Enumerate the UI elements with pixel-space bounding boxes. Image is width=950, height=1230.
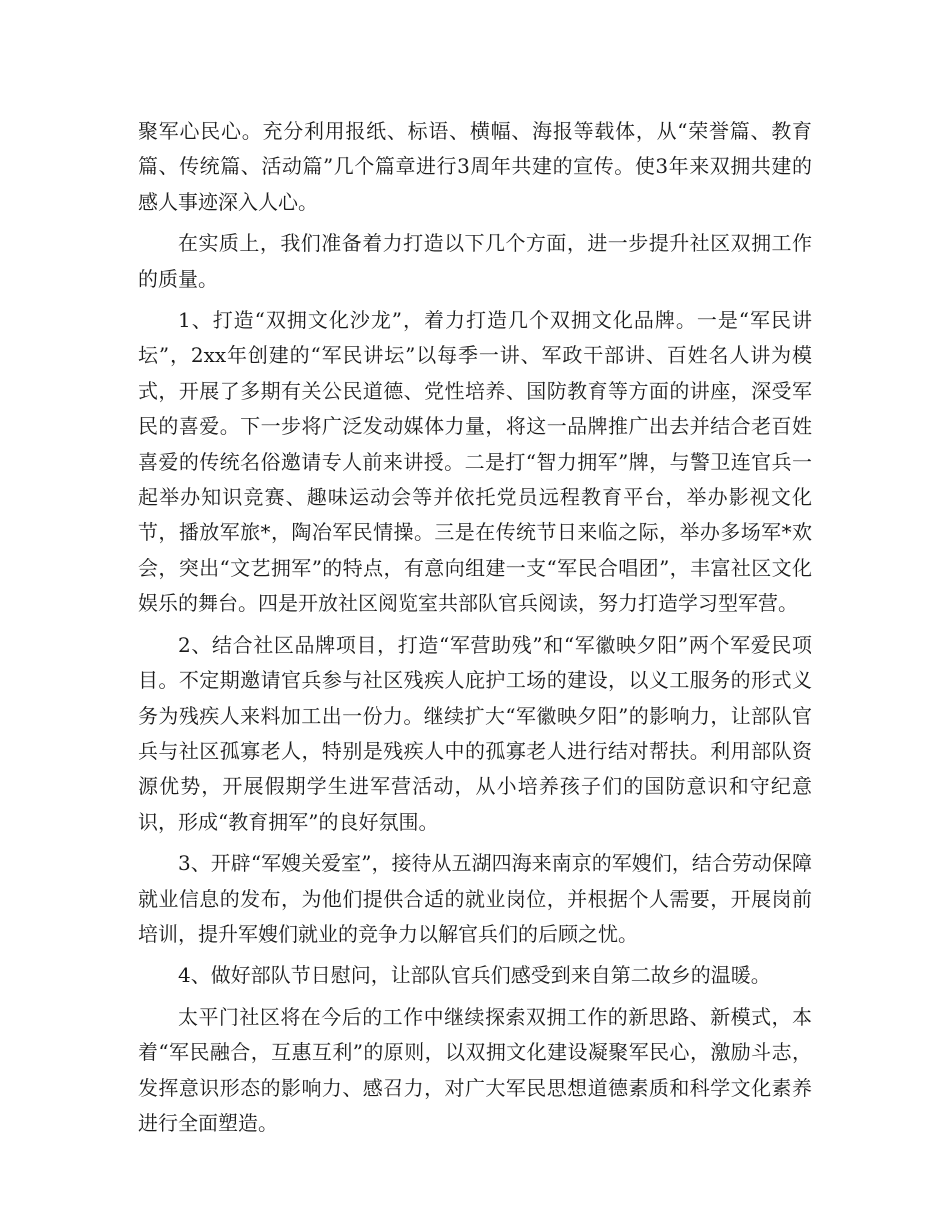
paragraph-item-3: 3、开辟“军嫂关爱室”，接待从五湖四海来南京的军嫂们，结合劳动保障就业信息的发布，为他们提供合适的就业岗位，并根据个人需要，开展岗前培训，提升军嫂们就业的竞争力以解官兵们的后顾之忧。 — [138, 851, 812, 946]
paragraph-item-4: 4、做好部队节日慰问，让部队官兵们感受到来自第二故乡的温暖。 — [178, 963, 771, 988]
paragraph-intro: 在实质上，我们准备着力打造以下几个方面，进一步提升社区双拥工作的质量。 — [138, 231, 812, 291]
paragraph-item-2: 2、结合社区品牌项目，打造“军营助残”和“军徽映夕阳”两个军爱民项目。不定期邀请官兵参与社区残疾人庇护工场的建设，以义工服务的形式义务为残疾人来料加工出一份力。继续扩大“军徽映夕阳”的影响力，让部队官兵与社区孤寡老人，特别是残疾人中的孤寡老人进行结对帮扶。利用部队资源优势，开展假期学生进军营活动，从小培养孩子们的国防意识和守纪意识，形成“教育拥军”的良好氛围。 — [138, 632, 812, 834]
paragraph-continuation: 聚军心民心。充分利用报纸、标语、横幅、海报等载体，从“荣誉篇、教育篇、传统篇、活动篇”几个篇章进行3周年共建的宣传。使3年来双拥共建的感人事迹深入人心。 — [138, 119, 812, 214]
paragraph-item-1: 1、打造“双拥文化沙龙”，着力打造几个双拥文化品牌。一是“军民讲坛”，2xx年创建的“军民讲坛”以每季一讲、军政干部讲、百姓名人讲为模式，开展了多期有关公民道德、党性培养、国防教育等方面的讲座，深受军民的喜爱。下一步将广泛发动媒体力量，将这一品牌推广出去并结合老百姓喜爱的传统名俗邀请专人前来讲授。二是打“智力拥军”牌，与警卫连官兵一起举办知识竞赛、趣味运动会等并依托党员远程教育平台，举办影视文化节，播放军旅*，陶冶军民情操。三是在传统节日来临之际，举办多场军*欢会，突出“文艺拥军”的特点，有意向组建一支“军民合唱团”，丰富社区文化娱乐的舞台。四是开放社区阅览室共部队官兵阅读，努力打造学习型军营。 — [138, 308, 812, 616]
document-body — [138, 114, 812, 1147]
paragraph-conclusion: 太平门社区将在今后的工作中继续探索双拥工作的新思路、新模式，本着“军民融合，互惠互利”的原则，以双拥文化建设凝聚军民心，激励斗志，发挥意识形态的影响力、感召力，对广大军民思想道德素质和科学文化素养进行全面塑造。 — [138, 1004, 812, 1135]
